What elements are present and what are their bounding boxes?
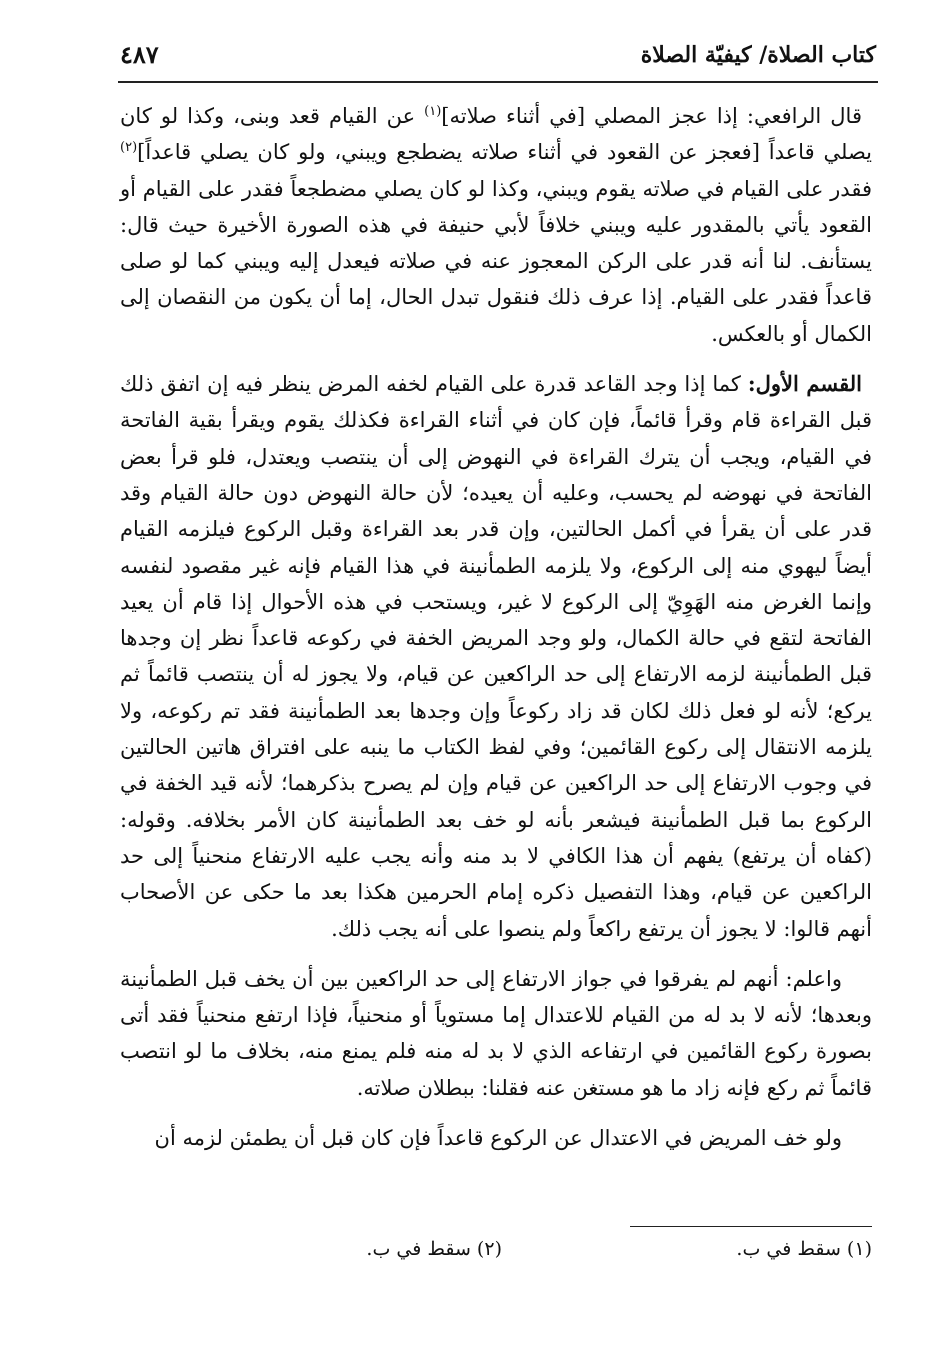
paragraph-3 bbox=[120, 961, 872, 1106]
footnotes bbox=[120, 1238, 872, 1272]
paragraph-4 bbox=[120, 1120, 872, 1156]
header-rule bbox=[118, 81, 878, 83]
body-text bbox=[120, 98, 872, 1170]
paragraph-1 bbox=[120, 98, 872, 352]
running-title: كتاب الصلاة/ كيفيّة الصلاة bbox=[640, 42, 876, 68]
text-segment: واعلم: أنهم لم يفرقوا في جواز الارتفاع إلى حد الراكعين بين أن يخف قبل الطمأنينة وبعدها؛ لأنه لا بد له من القيام للاعتدال إما مستوياً أو منحنياً، فإذا ارتفع منحنياً فقد أتى بصورة ركوع القائمين في ارتفاعه الذي لا بد له منه فلم يمنع منه، بخلاف ما لو انتصب قائماً ثم ركع فإنه زاد ما هو مستغن عنه فقلنا: ببطلان صلاته. bbox=[120, 966, 872, 1100]
page-number: ٤٨٧ bbox=[120, 40, 159, 69]
footnote-ref-2: (٢) bbox=[120, 140, 138, 156]
text-segment: فقدر على القيام في صلاته يقوم ويبني، وكذا لو كان يصلي مضطجعاً فقدر على القيام أو القعود يأتي بالمقدور عليه ويبني خلافاً لأبي حنيفة في هذه الصورة الأخيرة حيث قال: يستأنف. لنا أنه قدر على الركن المعجوز عنه في صلاته فيعدل إليه ويبني كما لو صلى قاعداً فقدر على القيام. إذا عرف ذلك فنقول تبدل الحال، إما أن يكون من النقصان إلى الكمال أو بالعكس. bbox=[120, 176, 872, 346]
text-segment: قال الرافعي: إذا عجز المصلي [في أثناء صلاته] bbox=[441, 104, 862, 128]
text-segment: كما إذا وجد القاعد قدرة على القيام لخفه المرض ينظر فيه إن اتفق ذلك قبل القراءة قام وقرأ قائماً، فإن كان في أثناء القراءة فكذلك يقوم ويقرأ بقية الفاتحة في القيام، ويجب أن يترك القراءة في النهوض إلى أن ينتصب ويعتدل، فلو قرأ بعض الفاتحة في نهوضه لم يحسب، وعليه أن يعيده؛ لأن حالة النهوض دون حالة القيام وقد قدر على أن يقرأ في أكمل الحالتين، وإن قدر بعد القراءة وقبل الركوع فيلزمه القيام أيضاً ليهوي منه إلى الركوع، ولا يلزمه الطمأنينة في هذا القيام فإنه غير مقصود لنفسه وإنما الغرض منه الهَوِيّ إلى الركوع لا غير، ويستحب في هذه الأحوال إذا قام أن يعيد الفاتحة لتقع في حالة الكمال، ولو وجد المريض الخفة في ركوعه قاعداً نظر إن وجدها قبل الطمأنينة لزمه الارتفاع إلى حد الراكعين عن قيام، ولا يجوز له أن ينتصب قائماً ثم يركع؛ لأنه لو فعل ذلك لكان قد زاد ركوعاً وإن وجدها بعد الطمأنينة فقد تم ركوعه، ولا يلزمه الانتقال إلى ركوع القائمين؛ وفي لفظ الكتاب ما ينبه على افتراق هاتين الحالتين في وجوب الارتفاع إلى حد الراكعين عن قيام وإن لم يصرح بذكرهما؛ لأنه قيد الخفة في الركوع بما قبل الطمأنينة فيشعر بأنه لو خف بعد الطمأنينة كان الأمر بخلافه. وقوله: (كفاه أن يرتفع) يفهم أن هذا الكافي لا بد منه وأنه يجب عليه الارتفاع منحنياً إلى حد الراكعين عن قيام، وهذا التفصيل ذكره إمام الحرمين هكذا بعد ما حكى عن الأصحاب أنهم قالوا: لا يجوز أن يرتفع راكعاً ولم ينصوا على أنه يجب ذلك. bbox=[120, 372, 872, 941]
text-segment: عن القيام قعد وبنى، وكذا لو كان يصلي قاعداً [فعجز عن القعود في أثناء صلاته يضطجع ويبني، ولو كان يصلي قاعداً] bbox=[120, 104, 872, 165]
section-term: القسم الأول: bbox=[747, 371, 862, 397]
footnote-2: (٢) سقط في ب. bbox=[366, 1238, 502, 1260]
running-header bbox=[120, 38, 876, 78]
footnote-rule bbox=[630, 1226, 872, 1227]
footnote-ref-1: (١) bbox=[424, 104, 442, 119]
footnote-1: (١) سقط في ب. bbox=[736, 1238, 872, 1260]
paragraph-2 bbox=[120, 366, 872, 947]
text-segment: ولو خف المريض في الاعتدال عن الركوع قاعداً فإن كان قبل أن يطمئن لزمه أن bbox=[154, 1126, 842, 1151]
